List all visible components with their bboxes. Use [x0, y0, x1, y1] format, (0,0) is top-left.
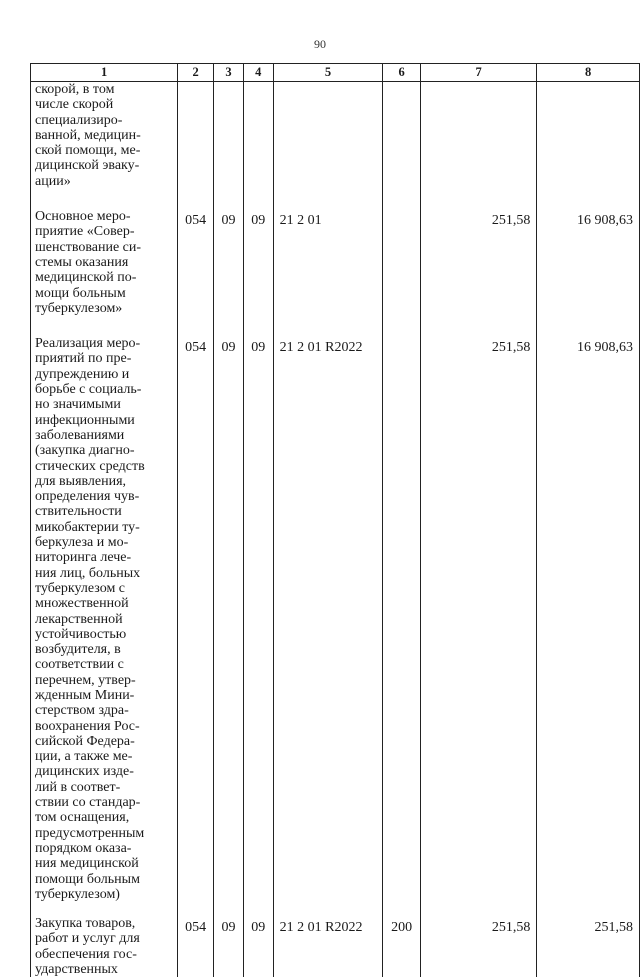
table-row	[31, 336, 640, 902]
expense-type-cell	[383, 336, 421, 902]
spacer-cell	[178, 902, 214, 916]
row-name-line: лий в соответ-	[35, 780, 175, 795]
row-name-line: соответствии с	[35, 657, 175, 672]
amount-cell: 251,58	[421, 336, 537, 902]
spacer-cell	[421, 902, 537, 916]
row-name-line: определения чув-	[35, 489, 175, 504]
row-name-line: ской помощи, ме-	[35, 143, 175, 158]
admin-code-cell: 054	[178, 916, 214, 977]
row-name-line: ванной, медицин-	[35, 128, 175, 143]
row-name-line: ния медицинской	[35, 856, 175, 871]
expense-type-cell	[383, 82, 421, 190]
section-code-cell	[214, 82, 244, 190]
subsection-code-cell	[243, 82, 273, 190]
section-code-cell: 09	[214, 336, 244, 902]
row-name-line: том оснащения,	[35, 810, 175, 825]
row-name-line: туберкулезом с	[35, 581, 175, 596]
row-name-line: Закупка товаров,	[35, 916, 175, 931]
row-name-line: жденным Мини-	[35, 688, 175, 703]
row-spacer	[31, 316, 640, 336]
spacer-cell	[537, 316, 640, 336]
table-body	[31, 82, 640, 977]
spacer-cell	[273, 316, 383, 336]
total-amount-cell: 16 908,63	[537, 336, 640, 902]
row-name-line: заболеваниями	[35, 428, 175, 443]
subsection-code-cell: 09	[243, 916, 273, 977]
row-name-line: лекарственной	[35, 612, 175, 627]
row-name-line: борьбе с социаль-	[35, 382, 175, 397]
spacer-cell	[243, 902, 273, 916]
budget-table	[30, 63, 640, 977]
subsection-code-cell: 09	[243, 336, 273, 902]
row-name-line: ударственных	[35, 962, 175, 977]
col-header-3: 3	[214, 64, 244, 82]
row-name-line: работ и услуг для	[35, 931, 175, 946]
expense-type-cell: 200	[383, 916, 421, 977]
total-amount-cell	[537, 82, 640, 190]
spacer-cell	[273, 902, 383, 916]
amount-cell: 251,58	[421, 916, 537, 977]
expense-type-cell	[383, 209, 421, 316]
total-amount-cell: 16 908,63	[537, 209, 640, 316]
row-name-line: (закупка диагно-	[35, 443, 175, 458]
row-name-line: приятие «Совер-	[35, 224, 175, 239]
admin-code-cell: 054	[178, 209, 214, 316]
row-name-line: Реализация меро-	[35, 336, 175, 351]
row-name-line: помощи больным	[35, 872, 175, 887]
table-header-row	[31, 64, 640, 82]
spacer-cell	[31, 902, 178, 916]
spacer-cell	[243, 316, 273, 336]
row-name-line: Основное меро-	[35, 209, 175, 224]
spacer-cell	[178, 316, 214, 336]
row-name-line: возбудителя, в	[35, 642, 175, 657]
spacer-cell	[214, 902, 244, 916]
col-header-2: 2	[178, 64, 214, 82]
row-name-line: специализиро-	[35, 113, 175, 128]
col-header-7: 7	[421, 64, 537, 82]
table-row	[31, 82, 640, 190]
row-name-line: ния лиц, больных	[35, 566, 175, 581]
row-name-line: предусмотренным	[35, 826, 175, 841]
target-item-code-cell: 21 2 01	[273, 209, 383, 316]
row-spacer	[31, 902, 640, 916]
table-row	[31, 209, 640, 316]
row-name-line: устойчивостью	[35, 627, 175, 642]
row-name-cell	[31, 209, 178, 316]
row-name-line: стерством здра-	[35, 703, 175, 718]
total-amount-cell: 251,58	[537, 916, 640, 977]
target-item-code-cell: 21 2 01 R2022	[273, 916, 383, 977]
row-name-line: дупреждению и	[35, 367, 175, 382]
row-name-line: но значимыми	[35, 397, 175, 412]
spacer-cell	[273, 189, 383, 209]
spacer-cell	[214, 316, 244, 336]
row-name-line: числе скорой	[35, 97, 175, 112]
row-name-line: ствительности	[35, 504, 175, 519]
col-header-5: 5	[273, 64, 383, 82]
row-name-line: медицинской по-	[35, 270, 175, 285]
row-name-line: сийской Федера-	[35, 734, 175, 749]
row-name-line: микобактерии ту-	[35, 520, 175, 535]
section-code-cell: 09	[214, 209, 244, 316]
row-name-line: порядком оказа-	[35, 841, 175, 856]
row-name-line: ниторинга лече-	[35, 550, 175, 565]
row-name-line: перечнем, утвер-	[35, 673, 175, 688]
row-name-line: обеспечения гос-	[35, 947, 175, 962]
spacer-cell	[537, 189, 640, 209]
col-header-4: 4	[243, 64, 273, 82]
spacer-cell	[31, 189, 178, 209]
spacer-cell	[31, 316, 178, 336]
spacer-cell	[537, 902, 640, 916]
row-spacer	[31, 189, 640, 209]
spacer-cell	[178, 189, 214, 209]
row-name-line: ации»	[35, 174, 175, 189]
spacer-cell	[214, 189, 244, 209]
row-name-line: приятий по пре-	[35, 351, 175, 366]
row-name-line: ствии со стандар-	[35, 795, 175, 810]
row-name-line: туберкулезом)	[35, 887, 175, 902]
spacer-cell	[383, 316, 421, 336]
row-name-line: дицинской эваку-	[35, 158, 175, 173]
spacer-cell	[421, 316, 537, 336]
row-name-line: туберкулезом»	[35, 301, 175, 316]
row-name-line: ции, а также ме-	[35, 749, 175, 764]
row-name-cell	[31, 336, 178, 902]
row-name-cell	[31, 82, 178, 190]
admin-code-cell	[178, 82, 214, 190]
row-name-line: инфекционными	[35, 413, 175, 428]
spacer-cell	[243, 189, 273, 209]
row-name-line: дицинских изде-	[35, 764, 175, 779]
section-code-cell: 09	[214, 916, 244, 977]
col-header-8: 8	[537, 64, 640, 82]
row-name-line: стических средств	[35, 459, 175, 474]
row-name-line: шенствование си-	[35, 240, 175, 255]
row-name-line: воохранения Рос-	[35, 719, 175, 734]
row-name-line: множественной	[35, 596, 175, 611]
row-name-line: беркулеза и мо-	[35, 535, 175, 550]
subsection-code-cell: 09	[243, 209, 273, 316]
admin-code-cell: 054	[178, 336, 214, 902]
col-header-6: 6	[383, 64, 421, 82]
page-number: 90	[0, 37, 640, 52]
row-name-cell	[31, 916, 178, 977]
spacer-cell	[383, 189, 421, 209]
target-item-code-cell	[273, 82, 383, 190]
row-name-line: скорой, в том	[35, 82, 175, 97]
spacer-cell	[383, 902, 421, 916]
col-header-1: 1	[31, 64, 178, 82]
spacer-cell	[421, 189, 537, 209]
table-row	[31, 916, 640, 977]
row-name-line: для выявления,	[35, 474, 175, 489]
amount-cell	[421, 82, 537, 190]
row-name-line: стемы оказания	[35, 255, 175, 270]
row-name-line: мощи больным	[35, 286, 175, 301]
target-item-code-cell: 21 2 01 R2022	[273, 336, 383, 902]
amount-cell: 251,58	[421, 209, 537, 316]
